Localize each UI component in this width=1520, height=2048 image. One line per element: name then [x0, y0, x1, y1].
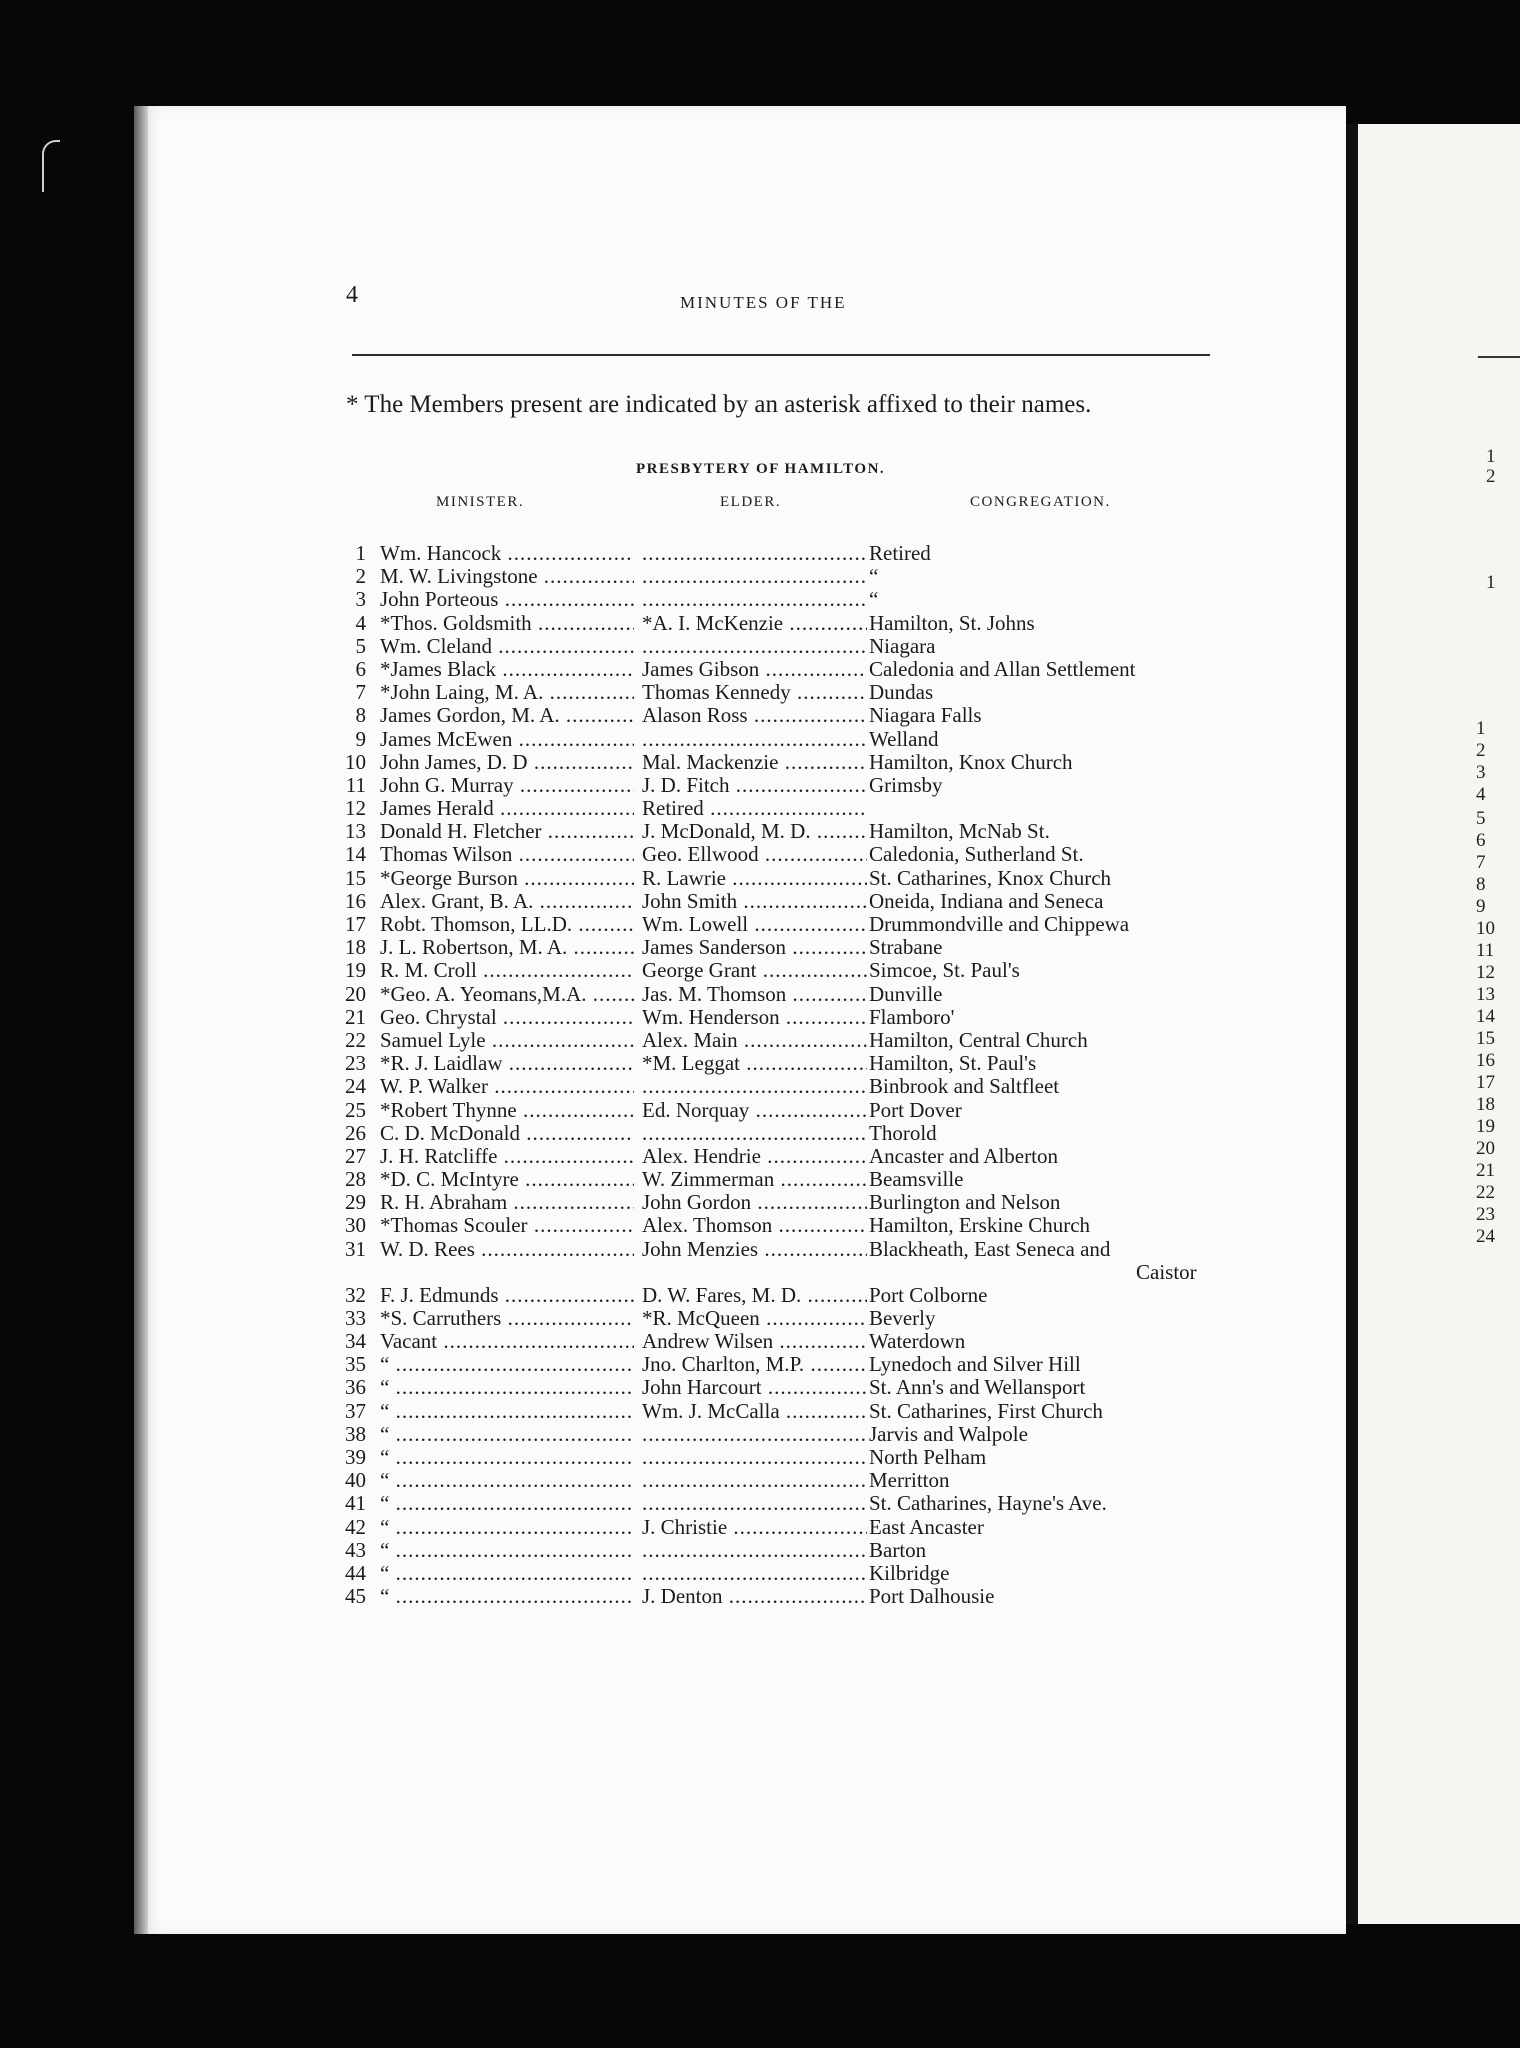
minister-name: James McEwen .....: [380, 728, 634, 751]
congregation-name: Hamilton, McNab St.: [869, 819, 1050, 844]
minister-name: Donald H. Fletcher .....: [380, 820, 634, 843]
minister-name: “ .....: [380, 1492, 634, 1515]
congregation-name: Kilbridge: [869, 1560, 950, 1585]
table-row: [336, 1423, 1236, 1446]
congregation-name: St. Ann's and Wellansport: [869, 1375, 1086, 1400]
table-row: [336, 1191, 1236, 1214]
congregation-name: Barton: [869, 1537, 927, 1562]
elder-name: W. Zimmerman .....: [642, 1168, 867, 1191]
minister-name: J. H. Ratcliffe .....: [380, 1145, 634, 1168]
congregation-name: Jarvis and Walpole: [869, 1421, 1028, 1446]
congregation-name: Hamilton, Erskine Church: [869, 1213, 1091, 1238]
congregation-name: Port Dover: [869, 1097, 962, 1122]
row-number: 34: [345, 1329, 366, 1353]
row-number: 3: [355, 587, 366, 612]
congregation-name: Binbrook and Saltfleet: [869, 1074, 1060, 1099]
table-row: [336, 1052, 1236, 1075]
congregation-name: Niagara Falls: [869, 703, 982, 728]
table-row: [336, 612, 1236, 635]
elder-name: *M. Leggat .....: [642, 1052, 867, 1075]
congregation-name: Hamilton, St. Paul's: [869, 1051, 1037, 1076]
congregation-name: Caledonia and Allan Settlement: [869, 656, 1136, 681]
minister-name: “ .....: [380, 1376, 634, 1399]
column-header-minister: MINISTER.: [436, 494, 525, 510]
row-number: 8: [355, 703, 366, 728]
congregation-name: Port Dalhousie: [869, 1584, 995, 1609]
elder-name: John Smith .....: [642, 890, 867, 913]
adjacent-page-number: 18: [1476, 1094, 1495, 1115]
adjacent-page-number: 12: [1476, 962, 1495, 983]
row-number: 30: [345, 1213, 366, 1238]
adjacent-page-number: 22: [1476, 1182, 1495, 1203]
adjacent-page-number: 15: [1476, 1028, 1495, 1049]
adjacent-page-number: 1: [1486, 572, 1496, 593]
adjacent-page-number: 21: [1476, 1160, 1495, 1181]
minister-name: “ .....: [380, 1562, 634, 1585]
minister-name: John Porteous .....: [380, 588, 634, 611]
elder-name: John Gordon .....: [642, 1191, 867, 1214]
table-row: [336, 1006, 1236, 1029]
elder-name: [642, 1122, 867, 1145]
table-row: [336, 797, 1236, 820]
table-row: [336, 1284, 1236, 1307]
adjacent-page-number: 16: [1476, 1050, 1495, 1071]
section-title: PRESBYTERY OF HAMILTON.: [636, 461, 886, 477]
congregation-continuation: Caistor: [1136, 1259, 1197, 1284]
table-row: [336, 1516, 1236, 1539]
table-row: [336, 1238, 1236, 1284]
minister-name: R. M. Croll .....: [380, 959, 634, 982]
elder-name: [642, 1075, 867, 1098]
elder-name: Wm. Henderson .....: [642, 1006, 867, 1029]
table-row: [336, 588, 1236, 611]
congregation-name: “: [869, 587, 879, 612]
congregation-name: East Ancaster: [869, 1514, 984, 1539]
minister-name: F. J. Edmunds .....: [380, 1284, 634, 1307]
column-header-elder: ELDER.: [720, 494, 782, 510]
elder-name: D. W. Fares, M. D. .....: [642, 1284, 867, 1307]
minister-name: Wm. Cleland .....: [380, 635, 634, 658]
minister-name: Geo. Chrystal .....: [380, 1006, 634, 1029]
elder-name: *A. I. McKenzie .....: [642, 612, 867, 635]
table-row: [336, 658, 1236, 681]
table-row: [336, 890, 1236, 913]
elder-name: [642, 542, 867, 565]
table-row: [336, 1330, 1236, 1353]
elder-name: Ed. Norquay .....: [642, 1099, 867, 1122]
minister-name: *James Black .....: [380, 658, 634, 681]
row-number: 9: [355, 726, 366, 751]
elder-name: Alason Ross .....: [642, 704, 867, 727]
minister-name: C. D. McDonald .....: [380, 1122, 634, 1145]
congregation-name: Retired: [869, 541, 931, 565]
row-number: 6: [355, 656, 366, 681]
page-number: 4: [346, 282, 358, 308]
row-number: 36: [345, 1375, 366, 1400]
adjacent-page-number: 19: [1476, 1116, 1495, 1137]
elder-name: John Harcourt .....: [642, 1376, 867, 1399]
congregation-name: Beamsville: [869, 1167, 964, 1192]
column-header-congregation: CONGREGATION.: [970, 494, 1111, 510]
adjacent-page-number: 24: [1476, 1226, 1495, 1247]
table-row: [336, 867, 1236, 890]
table-row: [336, 1539, 1236, 1562]
minister-name: James Gordon, M. A. .....: [380, 704, 634, 727]
elder-name: [642, 1492, 867, 1515]
table-row: [336, 843, 1236, 866]
table-row: [336, 913, 1236, 936]
presbytery-roll: [336, 542, 1236, 1608]
adjacent-page-number: 20: [1476, 1138, 1495, 1159]
table-row: [336, 1562, 1236, 1585]
adjacent-page-number: 8: [1476, 874, 1486, 895]
table-row: [336, 728, 1236, 751]
elder-name: Alex. Main .....: [642, 1029, 867, 1052]
minister-name: *Geo. A. Yeomans,M.A. .....: [380, 983, 634, 1006]
elder-name: R. Lawrie .....: [642, 867, 867, 890]
row-number: 2: [355, 564, 366, 589]
minister-name: *D. C. McIntyre .....: [380, 1168, 634, 1191]
row-number: 16: [345, 888, 366, 913]
row-number: 5: [355, 633, 366, 658]
adjacent-page-rule: [1478, 356, 1520, 358]
congregation-name: St. Catharines, First Church: [869, 1398, 1103, 1423]
adjacent-page-number: 6: [1476, 830, 1486, 851]
row-number: 27: [345, 1143, 366, 1168]
elder-name: J. D. Fitch .....: [642, 774, 867, 797]
row-number: 38: [345, 1421, 366, 1446]
row-number: 15: [345, 865, 366, 890]
table-row: [336, 1075, 1236, 1098]
adjacent-page-number: 5: [1476, 808, 1486, 829]
elder-name: J. McDonald, M. D. .....: [642, 820, 867, 843]
asterisk-note: * The Members present are indicated by an asterisk affixed to their names.: [346, 391, 1092, 418]
table-row: [336, 1376, 1236, 1399]
table-row: [336, 1446, 1236, 1469]
elder-name: [642, 588, 867, 611]
table-row: [336, 565, 1236, 588]
row-number: 13: [345, 819, 366, 844]
congregation-name: Waterdown: [869, 1329, 966, 1353]
minister-name: *Thos. Goldsmith .....: [380, 612, 634, 635]
elder-name: Thomas Kennedy .....: [642, 681, 867, 704]
elder-name: Wm. Lowell .....: [642, 913, 867, 936]
congregation-name: Ancaster and Alberton: [869, 1143, 1058, 1168]
row-number: 21: [345, 1004, 366, 1029]
table-row: [336, 1099, 1236, 1122]
congregation-name: Dundas: [869, 680, 934, 705]
table-row: [336, 774, 1236, 797]
congregation-name: St. Catharines, Hayne's Ave.: [869, 1491, 1107, 1516]
elder-name: [642, 1446, 867, 1469]
minister-name: “ .....: [380, 1585, 634, 1608]
table-row: [336, 704, 1236, 727]
congregation-name: North Pelham: [869, 1444, 987, 1469]
elder-name: Geo. Ellwood .....: [642, 843, 867, 866]
congregation-name: Port Colborne: [869, 1282, 988, 1307]
congregation-name: Blackheath, East Seneca and: [869, 1236, 1111, 1261]
minister-name: *Thomas Scouler .....: [380, 1214, 634, 1237]
congregation-name: Beverly: [869, 1305, 936, 1330]
row-number: 10: [345, 749, 366, 774]
congregation-name: Caledonia, Sutherland St.: [869, 842, 1084, 867]
minister-name: *R. J. Laidlaw .....: [380, 1052, 634, 1075]
congregation-name: Dunville: [869, 981, 943, 1006]
row-number: 44: [345, 1560, 366, 1585]
table-row: [336, 1168, 1236, 1191]
elder-name: Retired .....: [642, 797, 867, 820]
congregation-name: Niagara: [869, 633, 936, 658]
congregation-name: Simcoe, St. Paul's: [869, 958, 1020, 983]
minister-name: J. L. Robertson, M. A. .....: [380, 936, 634, 959]
minister-name: “ .....: [380, 1469, 634, 1492]
adjacent-page-number: 1: [1486, 446, 1496, 467]
table-row: [336, 1469, 1236, 1492]
table-row: [336, 959, 1236, 982]
elder-name: Alex. Thomson .....: [642, 1214, 867, 1237]
minister-name: John G. Murray .....: [380, 774, 634, 797]
minister-name: Alex. Grant, B. A. .....: [380, 890, 634, 913]
adjacent-page-number: 1: [1476, 718, 1486, 739]
elder-name: Jno. Charlton, M.P. .....: [642, 1353, 867, 1376]
adjacent-page-number: 14: [1476, 1006, 1495, 1027]
elder-name: J. Christie .....: [642, 1516, 867, 1539]
header-rule: [352, 354, 1210, 356]
congregation-name: Welland: [869, 726, 939, 751]
adjacent-page-number: 7: [1476, 852, 1486, 873]
row-number: 45: [345, 1584, 366, 1609]
table-row: [336, 681, 1236, 704]
table-row: [336, 1214, 1236, 1237]
row-number: 20: [345, 981, 366, 1006]
minister-name: W. P. Walker .....: [380, 1075, 634, 1098]
adjacent-page-number: 10: [1476, 918, 1495, 939]
row-number: 12: [345, 796, 366, 821]
minister-name: “ .....: [380, 1539, 634, 1562]
row-number: 11: [345, 772, 366, 797]
adjacent-page-number: 23: [1476, 1204, 1495, 1225]
row-number: 28: [345, 1167, 366, 1192]
running-title: MINUTES OF THE: [680, 293, 847, 312]
congregation-name: Hamilton, Central Church: [869, 1027, 1088, 1052]
row-number: 18: [345, 935, 366, 960]
table-row: [336, 1029, 1236, 1052]
row-number: 40: [345, 1468, 366, 1493]
minister-name: “ .....: [380, 1400, 634, 1423]
row-number: 26: [345, 1120, 366, 1145]
elder-name: George Grant .....: [642, 959, 867, 982]
congregation-name: Grimsby: [869, 772, 943, 797]
table-row: [336, 542, 1236, 565]
elder-name: [642, 565, 867, 588]
row-number: 43: [345, 1537, 366, 1562]
minister-name: “ .....: [380, 1446, 634, 1469]
row-number: 7: [355, 680, 366, 705]
adjacent-page-number: 13: [1476, 984, 1495, 1005]
minister-name: M. W. Livingstone .....: [380, 565, 634, 588]
row-number: 37: [345, 1398, 366, 1423]
congregation-name: Drummondville and Chippewa: [869, 912, 1130, 936]
elder-name: Mal. Mackenzie .....: [642, 751, 867, 774]
minister-name: W. D. Rees .....: [380, 1238, 634, 1261]
congregation-name: St. Catharines, Knox Church: [869, 865, 1112, 890]
minister-name: James Herald .....: [380, 797, 634, 820]
minister-name: Robt. Thomson, LL.D. .....: [380, 913, 634, 936]
row-number: 23: [345, 1051, 366, 1076]
row-number: 14: [345, 842, 366, 867]
film-scratch-mark: [42, 140, 60, 192]
adjacent-page-number: 11: [1476, 940, 1495, 961]
elder-name: Wm. J. McCalla .....: [642, 1400, 867, 1423]
table-row: [336, 1492, 1236, 1515]
elder-name: [642, 1469, 867, 1492]
congregation-name: Thorold: [869, 1120, 937, 1145]
congregation-name: Oneida, Indiana and Seneca: [869, 888, 1104, 913]
elder-name: [642, 1562, 867, 1585]
minister-name: Thomas Wilson .....: [380, 843, 634, 866]
row-number: 22: [345, 1027, 366, 1052]
adjacent-page-number: 3: [1476, 762, 1486, 783]
elder-name: [642, 1539, 867, 1562]
adjacent-page-number: 9: [1476, 896, 1486, 917]
row-number: 1: [355, 541, 366, 565]
table-row: [336, 1353, 1236, 1376]
table-row: [336, 1307, 1236, 1330]
adjacent-page-edge: [1358, 124, 1520, 1924]
minister-name: R. H. Abraham .....: [380, 1191, 634, 1214]
congregation-name: Hamilton, St. Johns: [869, 610, 1035, 635]
congregation-name: Merritton: [869, 1468, 950, 1493]
elder-name: John Menzies .....: [642, 1238, 867, 1261]
congregation-name: Strabane: [869, 935, 943, 960]
row-number: 31: [345, 1236, 366, 1261]
elder-name: James Gibson .....: [642, 658, 867, 681]
row-number: 19: [345, 958, 366, 983]
table-row: [336, 1145, 1236, 1168]
minister-name: Wm. Hancock .....: [380, 542, 634, 565]
row-number: 4: [355, 610, 366, 635]
minister-name: Vacant .....: [380, 1330, 634, 1353]
adjacent-page-number: 2: [1486, 466, 1496, 487]
adjacent-page-number: 4: [1476, 784, 1486, 805]
elder-name: [642, 635, 867, 658]
row-number: 29: [345, 1190, 366, 1215]
minister-name: “ .....: [380, 1353, 634, 1376]
row-number: 32: [345, 1282, 366, 1307]
adjacent-page-number: 17: [1476, 1072, 1495, 1093]
elder-name: *R. McQueen .....: [642, 1307, 867, 1330]
row-number: 24: [345, 1074, 366, 1099]
elder-name: [642, 1423, 867, 1446]
row-number: 25: [345, 1097, 366, 1122]
table-row: [336, 635, 1236, 658]
minister-name: *Robert Thynne .....: [380, 1099, 634, 1122]
table-row: [336, 1400, 1236, 1423]
row-number: 35: [345, 1352, 366, 1377]
elder-name: James Sanderson .....: [642, 936, 867, 959]
table-row: [336, 1585, 1236, 1608]
row-number: 39: [345, 1444, 366, 1469]
congregation-name: Burlington and Nelson: [869, 1190, 1061, 1215]
page-gutter: [1346, 124, 1358, 1924]
minister-name: Samuel Lyle .....: [380, 1029, 634, 1052]
minister-name: *George Burson .....: [380, 867, 634, 890]
table-row: [336, 936, 1236, 959]
congregation-name: Flamboro': [869, 1004, 955, 1029]
table-row: [336, 1122, 1236, 1145]
table-row: [336, 983, 1236, 1006]
congregation-name: “: [869, 564, 879, 589]
table-row: [336, 751, 1236, 774]
elder-name: Andrew Wilsen .....: [642, 1330, 867, 1353]
row-number: 42: [345, 1514, 366, 1539]
row-number: 41: [345, 1491, 366, 1516]
row-number: 17: [345, 912, 366, 936]
elder-name: Alex. Hendrie .....: [642, 1145, 867, 1168]
minister-name: “ .....: [380, 1423, 634, 1446]
minister-name: John James, D. D .....: [380, 751, 634, 774]
elder-name: J. Denton .....: [642, 1585, 867, 1608]
elder-name: Jas. M. Thomson .....: [642, 983, 867, 1006]
row-number: 33: [345, 1305, 366, 1330]
minister-name: *John Laing, M. A. .....: [380, 681, 634, 704]
adjacent-page-number: 2: [1476, 740, 1486, 761]
congregation-name: Hamilton, Knox Church: [869, 749, 1073, 774]
minister-name: “ .....: [380, 1516, 634, 1539]
elder-name: [642, 728, 867, 751]
minister-name: *S. Carruthers .....: [380, 1307, 634, 1330]
congregation-name: Lynedoch and Silver Hill: [869, 1352, 1081, 1377]
table-row: [336, 820, 1236, 843]
